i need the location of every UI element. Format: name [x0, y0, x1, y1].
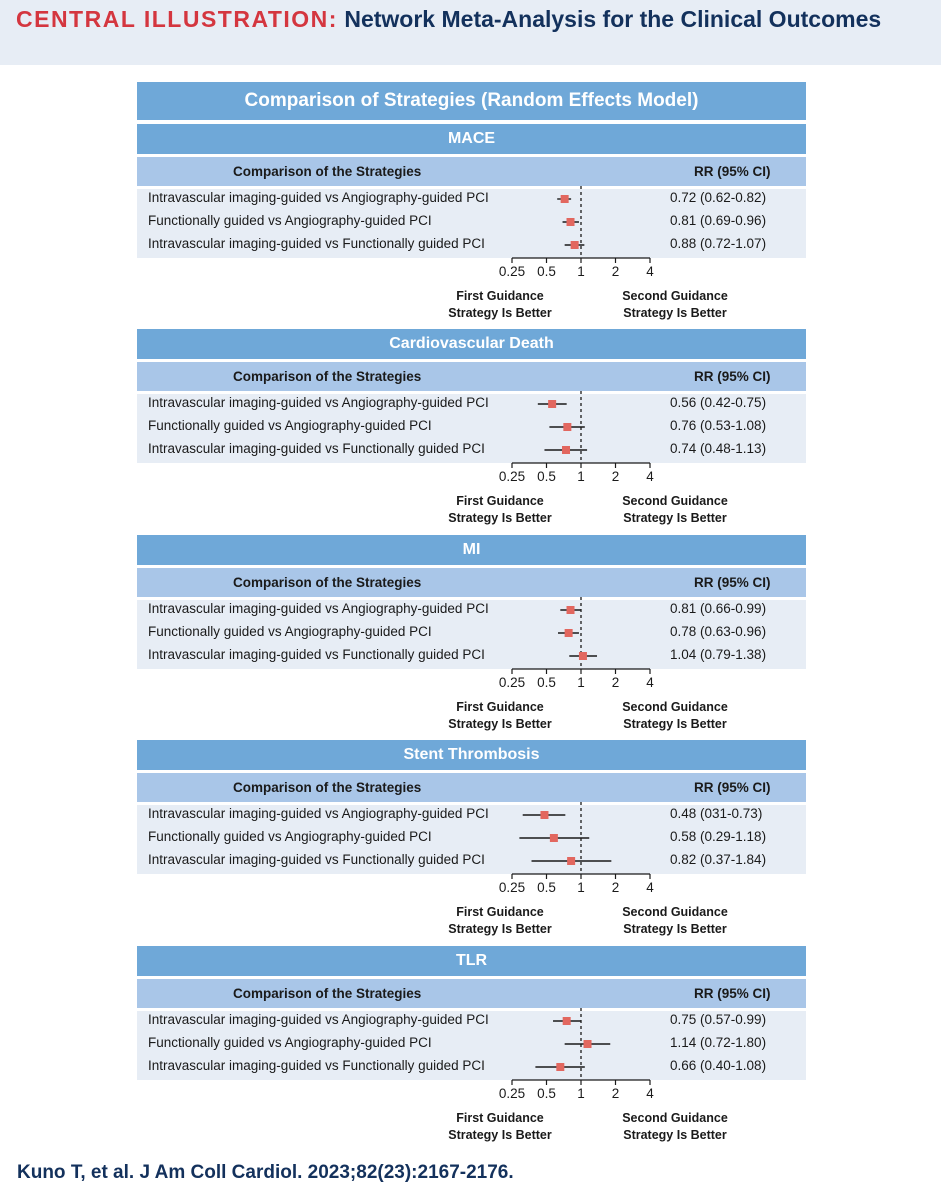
rr-value: 0.75 (0.57-0.99) — [670, 1012, 767, 1027]
column-header-comparison: Comparison of the Strategies — [233, 575, 422, 590]
comparison-label: Intravascular imaging-guided vs Functionally guided PCI — [148, 647, 485, 662]
favors-first-label: First Guidance Strategy Is Better — [448, 700, 552, 731]
comparison-label: Functionally guided vs Angiography-guided PCI — [148, 1035, 432, 1050]
rr-value: 0.81 (0.69-0.96) — [670, 213, 767, 228]
comparison-label: Intravascular imaging-guided vs Functionally guided PCI — [148, 441, 485, 456]
favors-first-label: First Guidance Strategy Is Better — [448, 494, 552, 525]
forest-section — [0, 535, 941, 735]
column-header-rr: RR (95% CI) — [694, 164, 771, 179]
comparison-label: Intravascular imaging-guided vs Functionally guided PCI — [148, 236, 485, 251]
x-tick-label: 4 — [646, 264, 654, 279]
comparison-label: Intravascular imaging-guided vs Angiography-guided PCI — [148, 190, 489, 205]
column-header-comparison: Comparison of the Strategies — [233, 986, 422, 1001]
x-tick-label: 2 — [611, 880, 620, 895]
section-title: MACE — [137, 124, 806, 154]
header-title: Network Meta-Analysis for the Clinical Outcomes — [344, 6, 882, 32]
x-tick-label: 1 — [577, 880, 585, 895]
favors-second-label: Second Guidance Strategy Is Better — [622, 1111, 728, 1142]
illustration-header — [0, 0, 941, 65]
comparison-label: Intravascular imaging-guided vs Angiography-guided PCI — [148, 1012, 489, 1027]
favors-first-label: First Guidance Strategy Is Better — [448, 905, 552, 936]
header-text — [16, 6, 926, 33]
section-title: Stent Thrombosis — [137, 740, 806, 770]
point-estimate — [562, 446, 570, 454]
rr-value: 0.88 (0.72-1.07) — [670, 236, 767, 251]
forest-section — [0, 946, 941, 1146]
column-header-rr: RR (95% CI) — [694, 986, 771, 1001]
x-tick-label: 4 — [646, 1086, 654, 1101]
rr-value: 0.81 (0.66-0.99) — [670, 601, 767, 616]
point-estimate — [563, 1017, 571, 1025]
comparison-label: Intravascular imaging-guided vs Angiography-guided PCI — [148, 395, 489, 410]
x-tick-label: 0.25 — [498, 1086, 526, 1101]
column-header-comparison: Comparison of the Strategies — [233, 164, 422, 179]
x-tick-label: 4 — [646, 880, 654, 895]
favors-second-label: Second Guidance Strategy Is Better — [622, 905, 728, 936]
point-estimate — [579, 652, 587, 660]
x-tick-label: 1 — [577, 469, 585, 484]
comparison-label: Functionally guided vs Angiography-guided PCI — [148, 829, 432, 844]
section-title: MI — [137, 535, 806, 565]
x-tick-label: 0.25 — [498, 675, 526, 690]
favors-first-label: First Guidance Strategy Is Better — [448, 289, 552, 320]
point-estimate — [563, 423, 571, 431]
comparison-label: Functionally guided vs Angiography-guided PCI — [148, 213, 432, 228]
x-tick-label: 0.25 — [498, 264, 526, 279]
point-estimate — [567, 857, 575, 865]
forest-section — [0, 329, 941, 529]
point-estimate — [567, 606, 575, 614]
rr-value: 0.48 (031-0.73) — [670, 806, 763, 821]
point-estimate — [584, 1040, 592, 1048]
point-estimate — [550, 834, 558, 842]
citation: Kuno T, et al. J Am Coll Cardiol. 2023;82(23):2167-2176. — [17, 1162, 514, 1183]
x-tick-label: 2 — [611, 469, 620, 484]
x-tick-label: 2 — [611, 675, 620, 690]
column-header-comparison: Comparison of the Strategies — [233, 780, 422, 795]
favors-second-label: Second Guidance Strategy Is Better — [622, 494, 728, 525]
column-header-rr: RR (95% CI) — [694, 575, 771, 590]
point-estimate — [571, 241, 579, 249]
rr-value: 0.56 (0.42-0.75) — [670, 395, 767, 410]
column-header-comparison: Comparison of the Strategies — [233, 369, 422, 384]
comparison-label: Intravascular imaging-guided vs Functionally guided PCI — [148, 852, 485, 867]
x-tick-label: 0.5 — [537, 469, 556, 484]
comparison-label: Functionally guided vs Angiography-guided PCI — [148, 418, 432, 433]
section-title: Cardiovascular Death — [137, 329, 806, 359]
comparison-label: Intravascular imaging-guided vs Angiography-guided PCI — [148, 806, 489, 821]
x-tick-label: 0.25 — [498, 469, 526, 484]
header-label: CENTRAL ILLUSTRATION: — [16, 6, 338, 32]
rr-value: 1.14 (0.72-1.80) — [670, 1035, 767, 1050]
x-tick-label: 0.5 — [537, 880, 556, 895]
x-tick-label: 0.5 — [537, 675, 556, 690]
column-header-rr: RR (95% CI) — [694, 780, 771, 795]
main-panel-title: Comparison of Strategies (Random Effects Model) — [137, 82, 806, 120]
rr-value: 0.82 (0.37-1.84) — [670, 852, 767, 867]
column-header-rr: RR (95% CI) — [694, 369, 771, 384]
rr-value: 0.58 (0.29-1.18) — [670, 829, 767, 844]
comparison-label: Intravascular imaging-guided vs Angiography-guided PCI — [148, 601, 489, 616]
x-tick-label: 2 — [611, 264, 620, 279]
forest-section — [0, 124, 941, 324]
x-tick-label: 1 — [577, 264, 585, 279]
point-estimate — [556, 1063, 564, 1071]
favors-second-label: Second Guidance Strategy Is Better — [622, 700, 728, 731]
rr-value: 0.76 (0.53-1.08) — [670, 418, 767, 433]
x-tick-label: 1 — [577, 1086, 585, 1101]
x-tick-label: 0.25 — [498, 880, 526, 895]
rr-value: 0.72 (0.62-0.82) — [670, 190, 767, 205]
comparison-label: Functionally guided vs Angiography-guided PCI — [148, 624, 432, 639]
rr-value: 0.66 (0.40-1.08) — [670, 1058, 767, 1073]
x-tick-label: 4 — [646, 675, 654, 690]
favors-second-label: Second Guidance Strategy Is Better — [622, 289, 728, 320]
rr-value: 1.04 (0.79-1.38) — [670, 647, 767, 662]
rr-value: 0.78 (0.63-0.96) — [670, 624, 767, 639]
point-estimate — [548, 400, 556, 408]
x-tick-label: 2 — [611, 1086, 620, 1101]
favors-first-label: First Guidance Strategy Is Better — [448, 1111, 552, 1142]
point-estimate — [565, 629, 573, 637]
point-estimate — [567, 218, 575, 226]
comparison-label: Intravascular imaging-guided vs Functionally guided PCI — [148, 1058, 485, 1073]
x-tick-label: 1 — [577, 675, 585, 690]
point-estimate — [561, 195, 569, 203]
x-tick-label: 0.5 — [537, 264, 556, 279]
section-title: TLR — [137, 946, 806, 976]
rr-value: 0.74 (0.48-1.13) — [670, 441, 767, 456]
forest-section — [0, 740, 941, 940]
x-tick-label: 4 — [646, 469, 654, 484]
x-tick-label: 0.5 — [537, 1086, 556, 1101]
point-estimate — [540, 811, 548, 819]
